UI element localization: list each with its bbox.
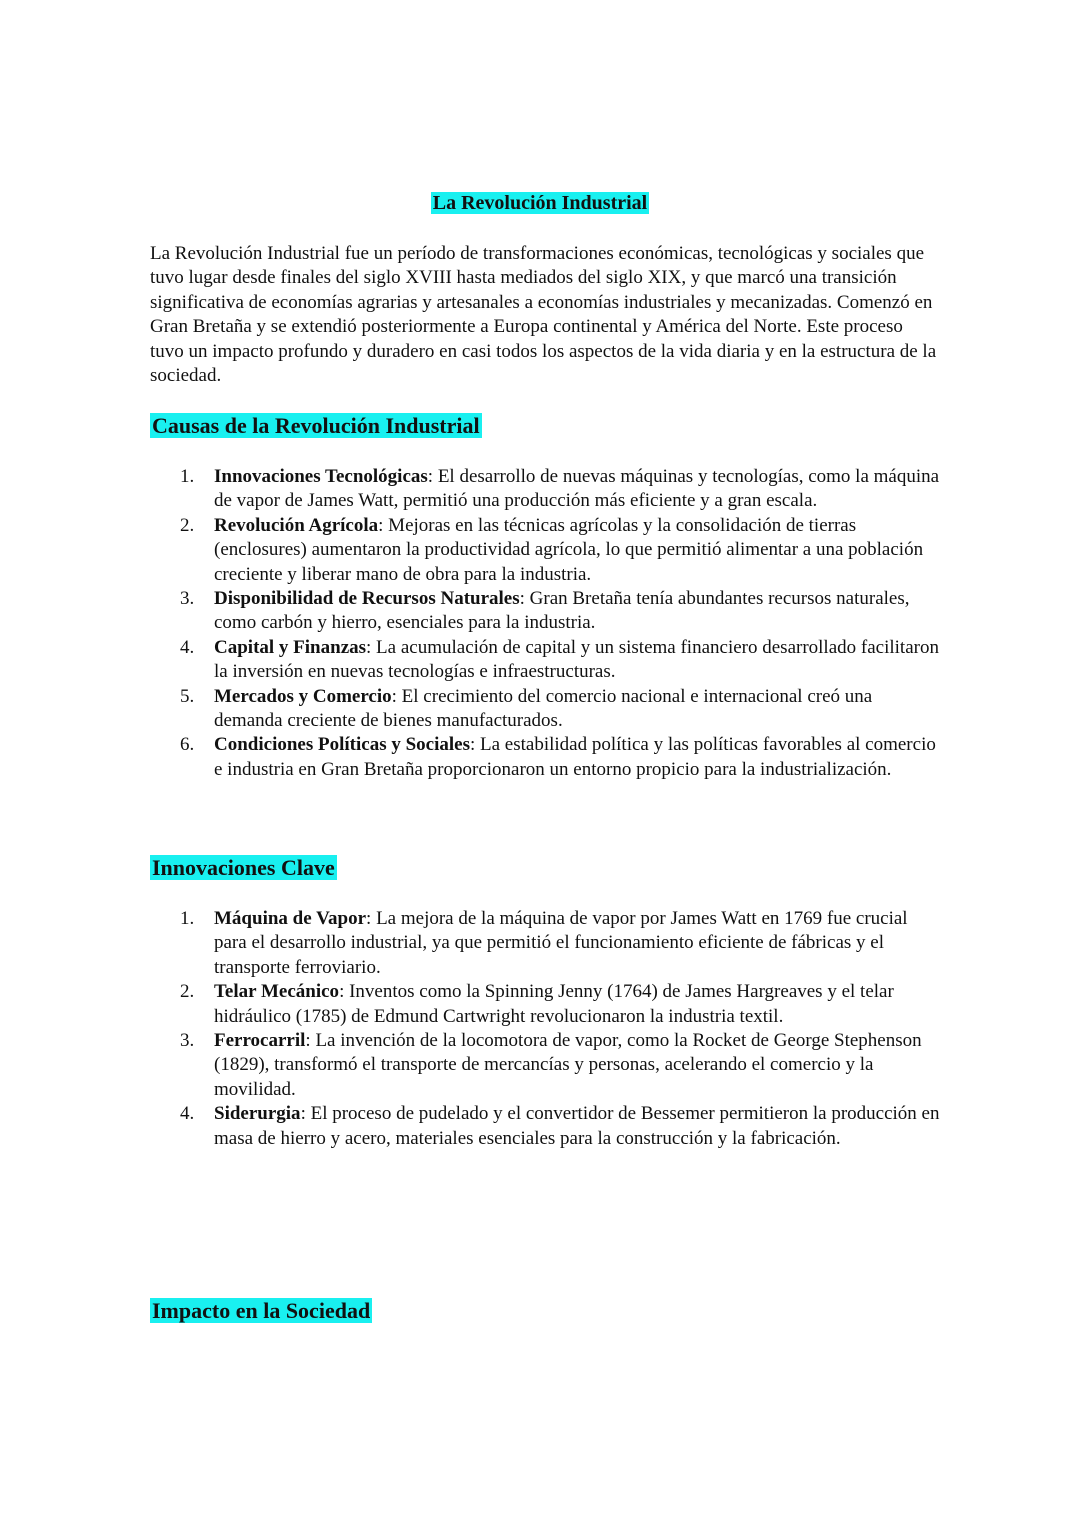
causes-item [150, 733, 940, 782]
item-text: : Mejoras en las técnicas agrícolas y la consolidación de tierras (enclosures) aumentaron la productividad agrícola, lo que permitió alimentar a una población creciente y liberar mano de obra para la industria. [214, 514, 924, 585]
causes-item [150, 514, 940, 587]
item-term: Telar Mecánico [214, 981, 340, 1003]
intro-paragraph: La Revolución Industrial fue un período de transformaciones económicas, tecnológicas y sociales que tuvo lugar desde finales del siglo XVIII hasta mediados del siglo XIX, y que marcó una transición significativa de economías agrarias y artesanales a economías industriales y mecanizadas. Comenzó en Gran Bretaña y se extendió posteriormente a Europa continental y América del Norte. Este proceso tuvo un impacto profundo y duradero en casi todos los aspectos de la vida diaria y en la estructura de la sociedad. [150, 243, 937, 387]
innovations-heading-text: Innovaciones Clave [152, 855, 335, 880]
causes-heading [150, 412, 482, 440]
item-text: : El crecimiento del comercio nacional e internacional creó una demanda creciente de bienes manufacturados. [214, 685, 873, 732]
document-title [0, 190, 1080, 216]
item-term: Revolución Agrícola [214, 514, 379, 536]
item-text: : Gran Bretaña tenía abundantes recursos naturales, como carbón y hierro, esenciales para la industria. [214, 588, 910, 634]
causes-item [150, 465, 940, 514]
document-title-text: La Revolución Industrial [432, 192, 648, 214]
innovations-item [150, 1102, 940, 1151]
item-number: 4. [180, 1103, 195, 1125]
item-term: Máquina de Vapor [214, 908, 367, 929]
item-text: : El desarrollo de nuevas máquinas y tecnologías, como la máquina de vapor de James Watt, permitió una producción más eficiente y a gran escala. [214, 466, 940, 512]
innovations-item [150, 907, 940, 980]
innovations-heading [150, 854, 337, 882]
innovations-item [150, 980, 940, 1029]
item-term: Condiciones Políticas y Sociales [214, 734, 470, 756]
causes-item [150, 587, 940, 636]
item-text: : El proceso de pudelado y el convertidor de Bessemer permitieron la producción en masa de hierro y acero, materiales esenciales para la construcción y la fabricación. [214, 1103, 940, 1149]
item-number: 3. [180, 1030, 195, 1052]
item-text: : La estabilidad política y las políticas favorables al comercio e industria en Gran Bretaña proporcionaron un entorno propicio para la industrialización. [214, 734, 936, 780]
item-number: 6. [180, 734, 195, 756]
item-term: Capital y Finanzas [214, 636, 367, 658]
item-text: : Inventos como la Spinning Jenny (1764) de James Hargreaves y el telar hidráulico (1785) de Edmund Cartwright revolucionaron la industria textil. [214, 981, 894, 1027]
item-text: : La invención de la locomotora de vapor, como la Rocket de George Stephenson (1829), transformó el transporte de mercancías y personas, acelerando el comercio y la movilidad. [214, 1030, 922, 1100]
innovations-list [150, 907, 940, 1151]
impact-heading-text: Impacto en la Sociedad [152, 1298, 371, 1323]
item-number: 2. [180, 981, 195, 1003]
item-term: Mercados y Comercio [214, 685, 392, 707]
item-term: Innovaciones Tecnológicas [214, 466, 428, 487]
causes-item [150, 685, 940, 734]
item-term: Disponibilidad de Recursos Naturales [214, 588, 520, 610]
impact-heading [150, 1297, 372, 1325]
item-number: 1. [180, 466, 195, 487]
item-number: 3. [180, 588, 195, 610]
innovations-item [150, 1029, 940, 1102]
causes-heading-text: Causas de la Revolución Industrial [152, 413, 480, 438]
item-term: Siderurgia [214, 1103, 301, 1125]
causes-item [150, 636, 940, 685]
item-text: : La mejora de la máquina de vapor por James Watt en 1769 fue crucial para el desarrollo industrial, ya que permitió el funcionamiento eficiente de fábricas y el transporte ferroviario. [214, 908, 908, 978]
item-text: : La acumulación de capital y un sistema financiero desarrollado facilitaron la inversión en nuevas tecnologías e infraestructuras. [214, 636, 939, 683]
item-number: 5. [180, 685, 195, 707]
item-number: 2. [180, 514, 195, 536]
item-term: Ferrocarril [214, 1030, 306, 1052]
item-number: 1. [180, 908, 195, 929]
item-number: 4. [180, 636, 195, 658]
causes-list [150, 465, 940, 782]
